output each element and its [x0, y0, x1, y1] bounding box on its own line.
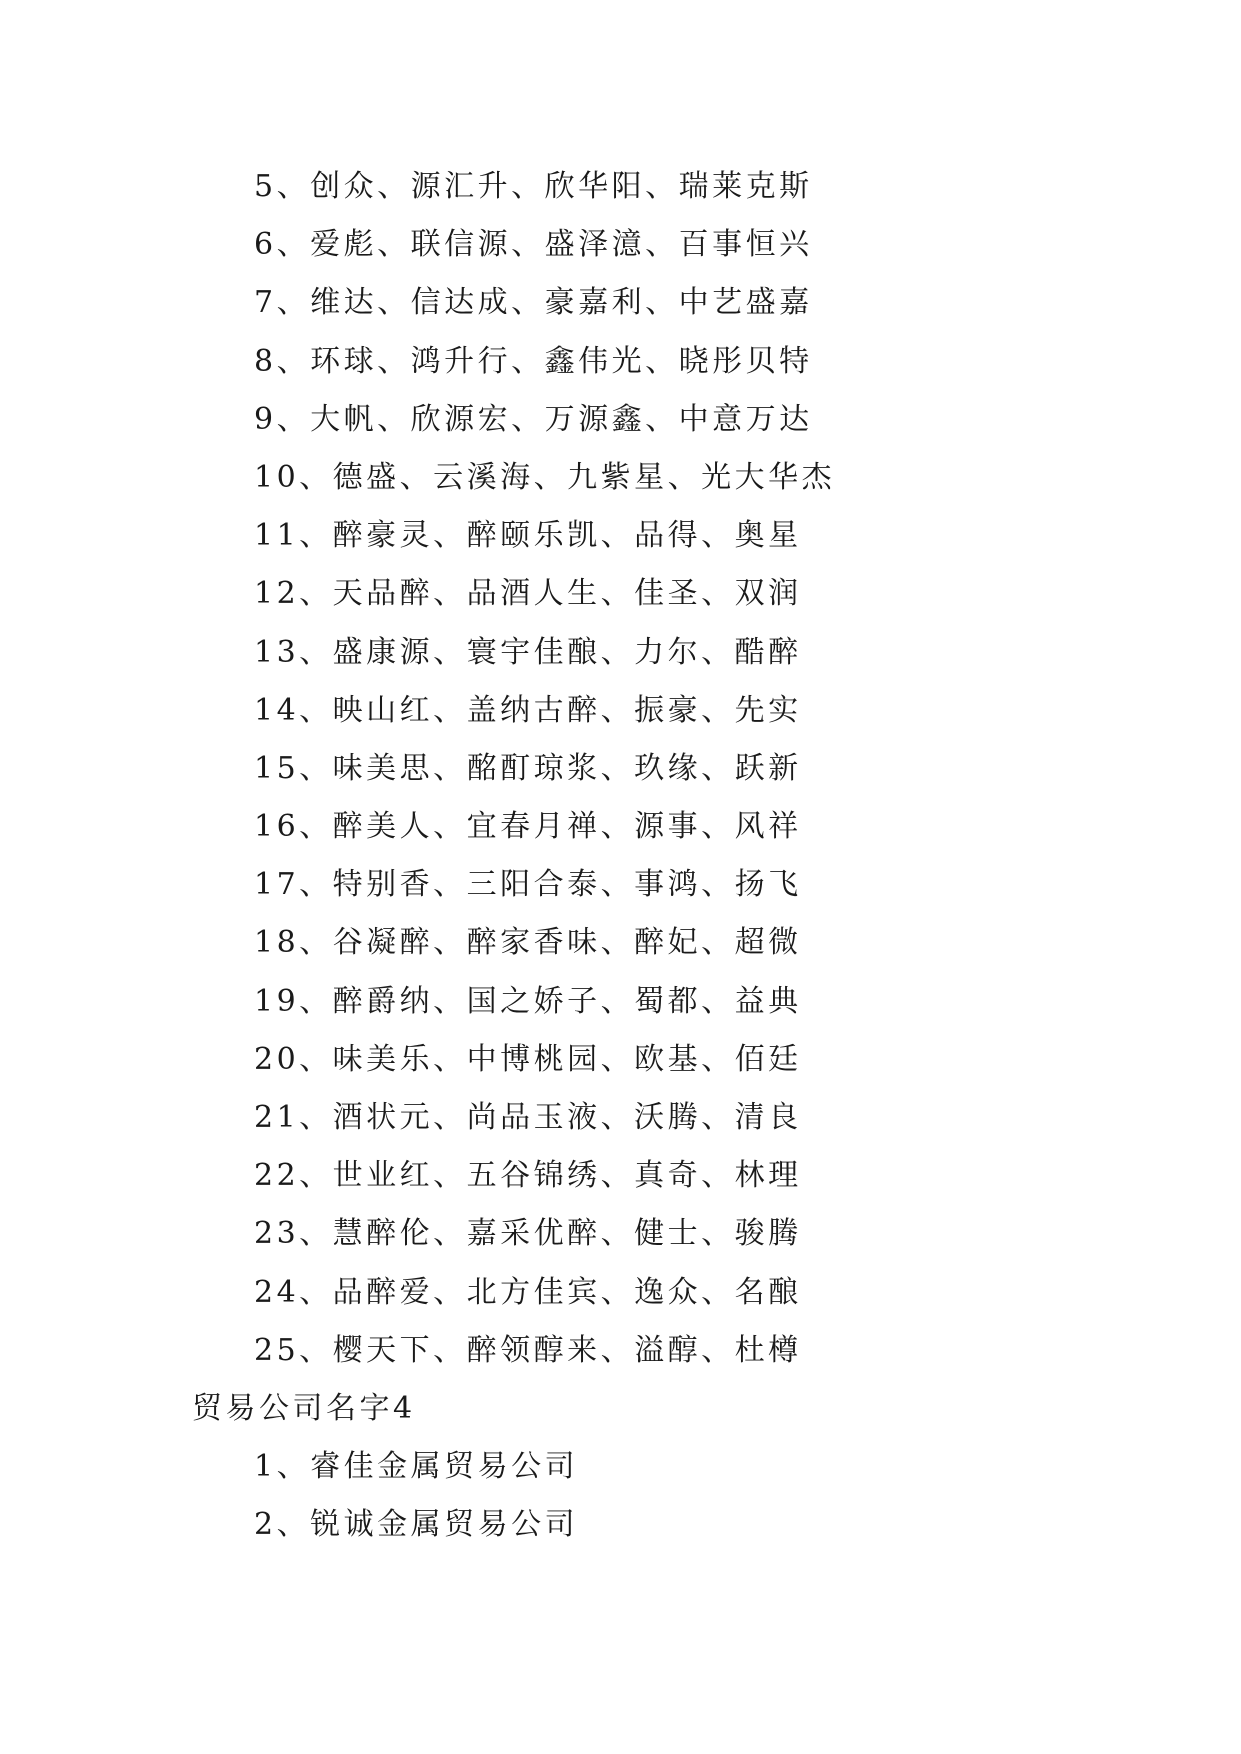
list-item: 19、醉爵纳、国之娇子、蜀都、益典 — [254, 983, 802, 1019]
list-item: 15、味美思、酩酊琼浆、玖缘、跃新 — [254, 750, 802, 786]
list-item: 23、慧醉伦、嘉采优醉、健士、骏腾 — [254, 1216, 802, 1252]
list-item: 6、爱彪、联信源、盛泽澺、百事恒兴 — [254, 227, 813, 263]
list-item: 16、醉美人、宜春月禅、源事、风祥 — [254, 809, 802, 845]
list-item: 17、特别香、三阳合泰、事鸿、扬飞 — [254, 867, 802, 903]
list-item: 12、天品醉、品酒人生、佳圣、双润 — [254, 576, 802, 612]
list-item: 11、醉豪灵、醉颐乐凯、品得、奥星 — [254, 518, 802, 554]
list-item: 9、大帆、欣源宏、万源鑫、中意万达 — [254, 401, 813, 437]
document-body — [192, 158, 1052, 1555]
list-item: 10、德盛、云溪海、九紫星、光大华杰 — [254, 459, 836, 495]
list-item: 7、维达、信达成、豪嘉利、中艺盛嘉 — [254, 285, 813, 321]
list-item: 14、映山红、盖纳古醉、振豪、先实 — [254, 692, 802, 728]
list-item: 1、睿佳金属贸易公司 — [254, 1449, 579, 1485]
section-heading: 贸易公司名字4 — [192, 1390, 416, 1426]
list-item: 20、味美乐、中博桃园、欧基、佰廷 — [254, 1041, 802, 1077]
list-item: 5、创众、源汇升、欣华阳、瑞莱克斯 — [254, 169, 813, 204]
list-item: 18、谷凝醉、醉家香味、醉妃、超微 — [254, 925, 802, 961]
list-item: 21、酒状元、尚品玉液、沃腾、清良 — [254, 1100, 802, 1135]
list-item: 24、品醉爱、北方佳宾、逸众、名酿 — [254, 1274, 802, 1310]
list-item: 13、盛康源、寰宇佳酿、力尔、酷醉 — [254, 634, 802, 670]
list-item: 22、世业红、五谷锦绣、真奇、林理 — [254, 1158, 802, 1194]
list-item: 8、环球、鸿升行、鑫伟光、晓彤贝特 — [254, 343, 813, 379]
list-item: 2、锐诚金属贸易公司 — [254, 1507, 579, 1543]
list-item: 25、樱天下、醉领醇来、溢醇、杜樽 — [254, 1332, 802, 1368]
